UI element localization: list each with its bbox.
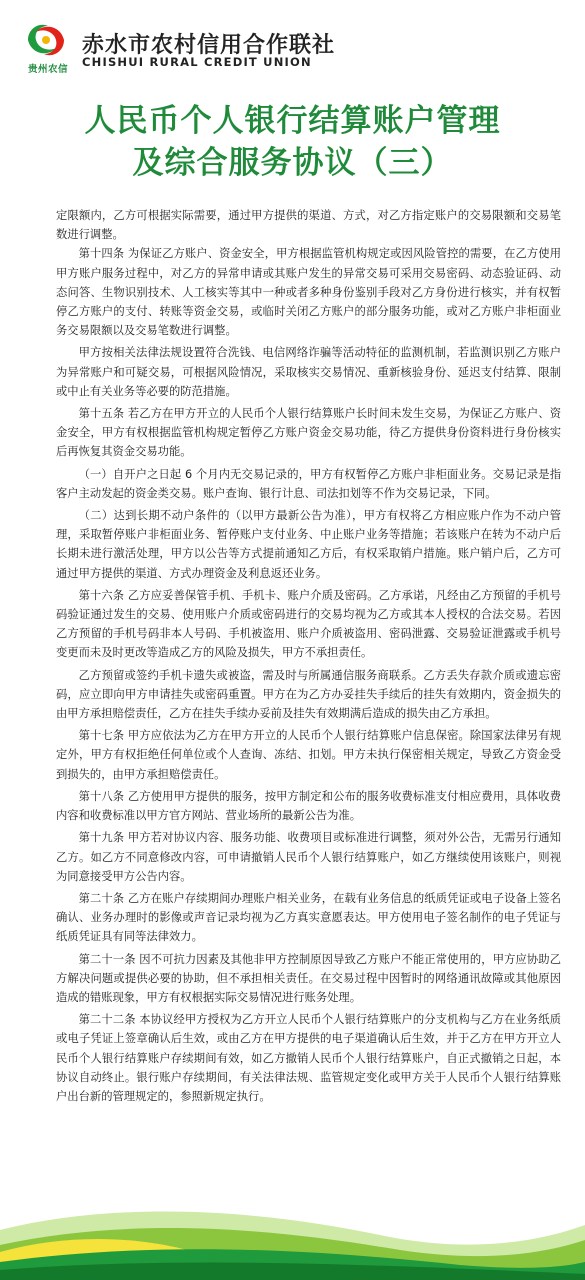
paragraph: 第十九条 甲方若对协议内容、服务功能、收费项目或标准进行调整，须对外公告，无需另行通知乙方。如乙方不同意修改内容，可申请撤销人民币个人银行结算账户，如乙方继续使用该账户，则视为同意接受甲方公告内容。 bbox=[56, 831, 561, 883]
page-title bbox=[0, 100, 585, 184]
paragraph: 定限额内，乙方可根据实际需要，通过甲方提供的渠道、方式，对乙方指定账户的交易限额和交易笔数进行调整。 bbox=[56, 209, 561, 242]
agreement-body bbox=[56, 206, 561, 1106]
paragraph: （一）自开户之日起 6 个月内无交易记录的，甲方有权暂停乙方账户非柜面业务。交易记录是指客户主动发起的资金类交易。账户查询、银行计息、司法扣划等不作为交易记录，下同。 bbox=[56, 467, 561, 500]
paragraph: 甲方按相关法律法规设置符合洗钱、电信网络诈骗等活动特征的监测机制，若监测识别乙方账户为异常账户和可疑交易，可根据风险情况，采取核实交易情况、重新核验身份、延迟支付结算、限制或中止有关业务等必要的防范措施。 bbox=[56, 346, 561, 398]
org-name-cn: 赤水市农村信用合作联社 bbox=[82, 33, 336, 58]
paragraph: 第十八条 乙方使用甲方提供的服务，按甲方制定和公布的服务收费标准支付相应费用，具体收费内容和收费标准以甲方官方网站、营业场所的最新公告为准。 bbox=[56, 789, 561, 823]
paragraph: 第十五条 若乙方在甲方开立的人民币个人银行结算账户长时间未发生交易，为保证乙方账户、资金安全，甲方有权根据监管机构规定暂停乙方账户资金交易功能，待乙方提供身份资料进行身份核实后再恢复其资金交易功能。 bbox=[56, 407, 561, 459]
header bbox=[0, 0, 585, 80]
paragraph: 第二十条 乙方在账户存续期间办理账户相关业务，在载有业务信息的纸质凭证或电子设备上签名确认、业务办理时的影像或声音记录均视为乙方真实意愿表达。甲方使用电子签名制作的电子凭证与纸质凭证具有同等法律效力。 bbox=[56, 891, 561, 944]
title-line-2: 及综合服务协议（三） bbox=[132, 145, 453, 181]
paragraph: （二）达到长期不动户条件的（以甲方最新公告为准），甲方有权将乙方相应账户作为不动户管理，采取暂停账户非柜面业务、暂停账户支付业务、中止账户业务等措施；若该账户在转为不动户后长期未进行激活处理，甲方以公告等方式提前通知乙方后，有权采取销户措施。账户销户后，乙方可通过甲方提供的渠道、方式办理资金及利息返还业务。 bbox=[56, 509, 561, 580]
paragraph: 第二十一条 因不可抗力因素及其他非甲方控制原因导致乙方账户不能正常使用的，甲方应协助乙方解决问题或提供必要的协助，但不承担相关责任。在交易过程中因暂时的网络通讯故障或其他原因造成的错账现象，甲方有权根据实际交易情况进行账务处理。 bbox=[56, 952, 561, 1004]
logo-icon bbox=[22, 20, 70, 60]
paragraph: 第十六条 乙方应妥善保管手机、手机卡、账户介质及密码。乙方承诺，凡经由乙方预留的手机号码验证通过发生的交易、使用账户介质或密码进行的交易均视为乙方或其本人授权的合法交易。若因乙方预留的手机号码非本人号码、手机被盗用、账户介质被盗用、密码泄露、交易验证泄露或手机号变更而未及时更改等造成乙方的风险及损失，甲方不承担责任。 bbox=[56, 588, 561, 660]
paragraph: 第十七条 甲方应依法为乙方在甲方开立的人民币个人银行结算账户信息保密。除国家法律另有规定外，甲方有权拒绝任何单位或个人查询、冻结、扣划。甲方未执行保密相关规定，导致乙方资金受到损失的，由甲方承担赔偿责任。 bbox=[56, 729, 561, 781]
paragraph: 第二十二条 本协议经甲方授权为乙方开立人民币个人银行结算账户的分支机构与乙方在业务纸质或电子凭证上签章确认后生效，或由乙方在甲方提供的电子渠道确认后生效，并于乙方在甲方开立人民币个人银行结算账户存续期间有效，如乙方撤销人民币个人银行结算账户，自正式撤销之日起，本协议自动终止。银行账户存续期间，有关法律法规、监管规定变化或甲方关于人民币个人银行结算账户出台新的管理规定的，参照新规定执行。 bbox=[56, 1013, 561, 1103]
paragraph: 乙方预留或签约手机卡遗失或被盗，需及时与所属通信服务商联系。乙方丢失存款介质或遗忘密码，应立即向甲方申请挂失或密码重置。甲方在为乙方办妥挂失手续后的挂失有效期内，资金损失的由甲方承担赔偿责任，乙方在挂失手续办妥前及挂失有效期满后造成的损失由乙方承担。 bbox=[56, 668, 561, 721]
title-line-1: 人民币个人银行结算账户管理 bbox=[84, 103, 501, 139]
footer-wave-decoration bbox=[0, 1190, 585, 1280]
paragraph: 第十四条 为保证乙方账户、资金安全，甲方根据监管机构规定或因风险管控的需要，在乙方使用甲方账户服务过程中，对乙方的异常申请或其账户发生的异常交易可采用交易密码、动态验证码、动态问答、生物识别技术、人工核实等其中一种或者多种身份鉴别手段对乙方身份进行核实，并有权暂停乙方账户的支付、转账等资金交易，或临时关闭乙方账户的部分服务功能，或对乙方账户非柜面业务交易限额以及交易笔数进行调整。 bbox=[56, 247, 561, 338]
logo-caption: 贵州农信 bbox=[27, 64, 68, 75]
org-name-en: CHISHUI RURAL CREDIT UNION bbox=[82, 55, 312, 69]
